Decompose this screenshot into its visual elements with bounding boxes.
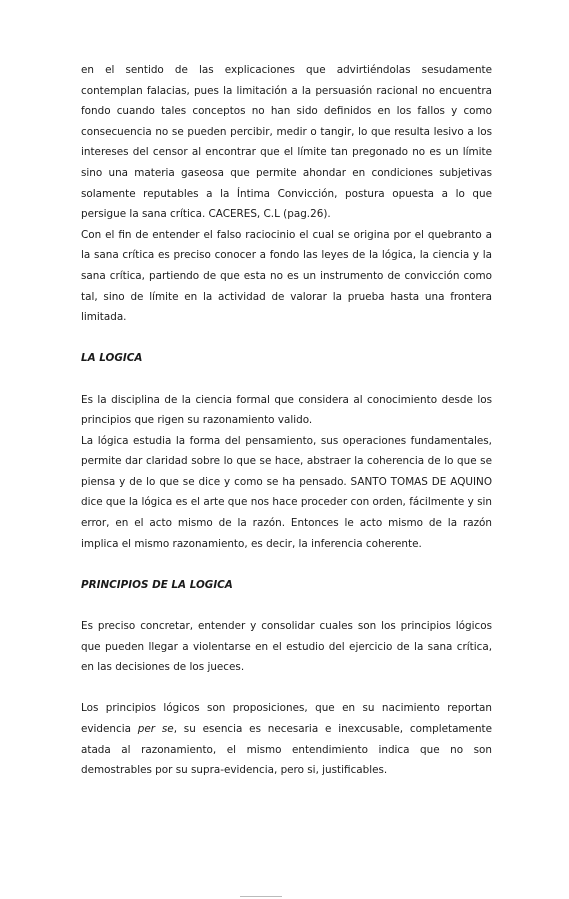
spacer (81, 328, 492, 349)
page-content (81, 60, 492, 781)
spacer (81, 554, 492, 575)
paragraph-6-emphasis: per se (137, 723, 174, 735)
paragraph-2: Con el fin de entender el falso raciocinio el cual se origina por el quebranto a la sana crítica es preciso conocer a fondo las leyes de la lógica, la ciencia y la sana crítica, partiendo de que esta no es un instrumento de convicción como tal, sino de límite en la actividad de valorar la prueba hasta una frontera limitada. (81, 228, 492, 324)
paragraph-6 (81, 698, 492, 780)
paragraph-4: La lógica estudia la forma del pensamiento, sus operaciones fundamentales, permite dar claridad sobre lo que se hace, abstraer la coherencia de lo que se piensa y de lo que se dice y como se ha pensado. SANTO TOMAS DE AQUINO dice que la lógica es el arte que nos hace proceder con orden, fácilmente y sin error, en el acto mismo de la razón. Entonces le acto mismo de la razón implica el mismo razonamiento, es decir, la inferencia coherente. (81, 434, 492, 550)
spacer (81, 678, 492, 699)
heading-la-logica: LA LOGICA (81, 352, 143, 365)
spacer (81, 369, 492, 390)
paragraph-3: Es la disciplina de la ciencia formal que considera al conocimiento desde los principios que rigen su razonamiento valido. (81, 393, 492, 427)
paragraph-6-text-a: Los principios lógicos son proposiciones, que en su nacimiento reportan evidencia (81, 702, 492, 735)
footer-divider (240, 896, 282, 897)
paragraph-1: en el sentido de las explicaciones que advirtiéndolas sesudamente contemplan falacias, pues la limitación a la persuasión racional no encuentra fondo cuando tales conceptos no han sido definidos en los fallos y como consecuencia no se pueden percibir, medir o tangir, lo que resulta lesivo a los intereses del censor al encontrar que el límite tan pregonado no es un límite sino una materia gaseosa que permite ahondar en condiciones subjetivas solamente reputables a la Íntima Convicción, postura opuesta a lo que persigue la sana crítica. CACERES, C.L (pag.26). (81, 64, 492, 221)
paragraph-6-text-b: , su esencia es necesaria e inexcusable, completamente atada al razonamiento, el mismo entendimiento indica que no son demostrables por su supra-evidencia, pero si, justificables. (81, 723, 493, 777)
paragraph-5: Es preciso concretar, entender y consolidar cuales son los principios lógicos que pueden llegar a violentarse en el estudio del ejercicio de la sana crítica, en las decisiones de los jueces. (81, 620, 492, 674)
heading-principios: PRINCIPIOS DE LA LOGICA (81, 578, 233, 591)
spacer (81, 595, 492, 616)
